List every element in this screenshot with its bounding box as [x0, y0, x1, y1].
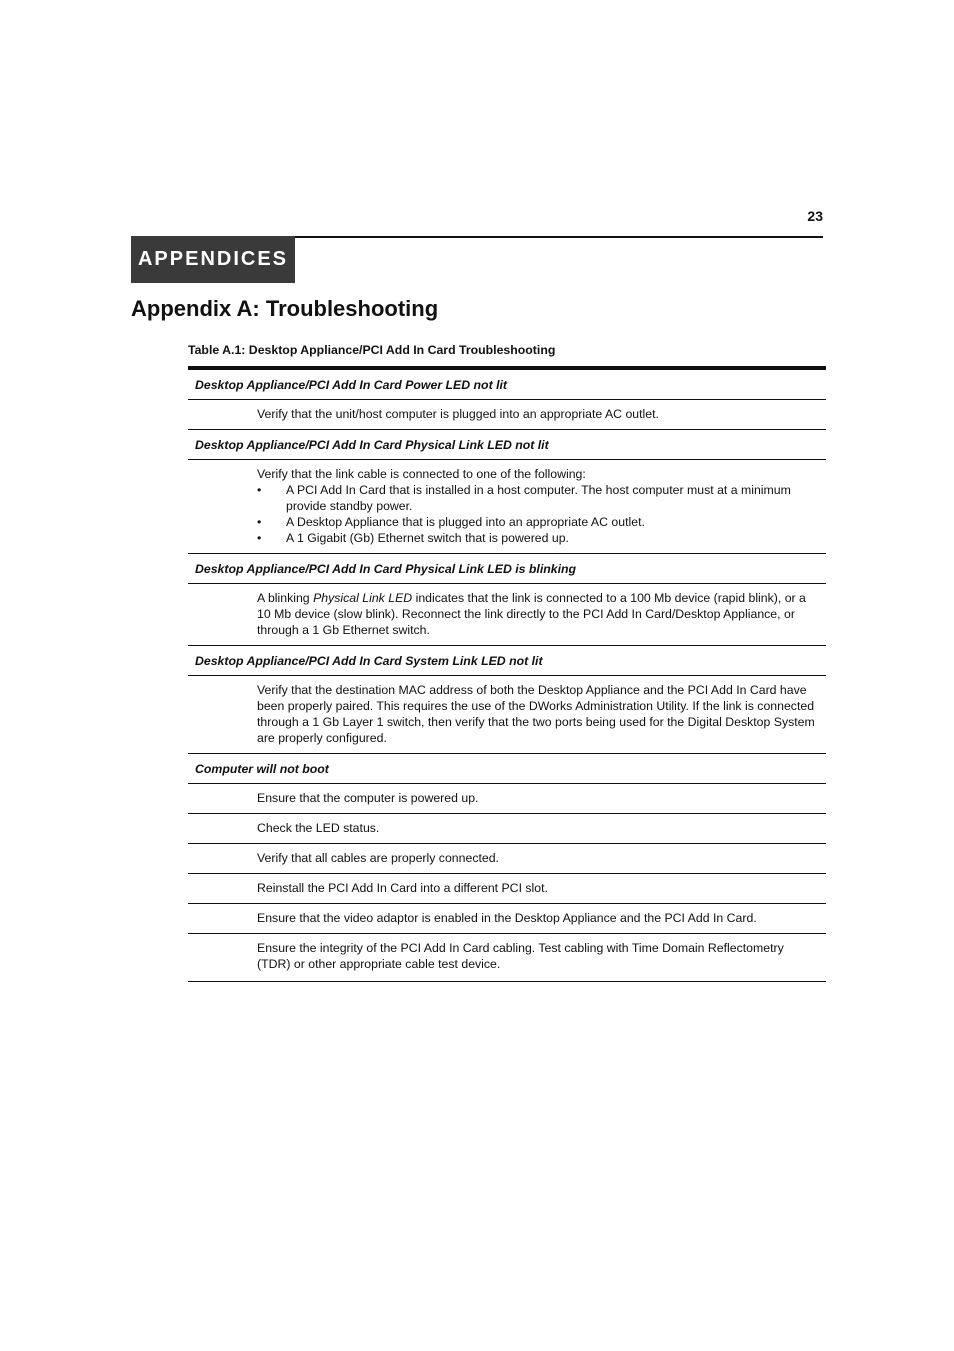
- bullet-text: A Desktop Appliance that is plugged into an appropriate AC outlet.: [286, 515, 645, 529]
- bullet-text: A 1 Gigabit (Gb) Ethernet switch that is powered up.: [286, 531, 569, 545]
- table-caption: Table A.1: Desktop Appliance/PCI Add In Card Troubleshooting: [188, 343, 556, 357]
- group-heading-physical-link-blinking: Desktop Appliance/PCI Add In Card Physical Link LED is blinking: [188, 554, 826, 584]
- group-heading-computer-will-not-boot: Computer will not boot: [188, 754, 826, 784]
- troubleshooting-table: [188, 366, 826, 982]
- row-text: A blinking: [257, 591, 314, 605]
- table-row: Ensure the integrity of the PCI Add In Card cabling. Test cabling with Time Domain Reflectometry (TDR) or other appropriate cable test device.: [257, 941, 784, 971]
- appendix-title: Appendix A: Troubleshooting: [131, 296, 439, 321]
- bullet-item: [257, 514, 818, 530]
- group-heading-system-link-not-lit: Desktop Appliance/PCI Add In Card System Link LED not lit: [188, 646, 826, 676]
- row-intro-text: Verify that the link cable is connected to one of the following:: [257, 467, 586, 481]
- bullet-item: [257, 530, 818, 546]
- table-row: Ensure that the computer is powered up.: [188, 784, 826, 814]
- table-row: [188, 584, 826, 646]
- group-heading-physical-link-not-lit: Desktop Appliance/PCI Add In Card Physical Link LED not lit: [188, 430, 826, 460]
- bullet-item: [257, 482, 818, 514]
- page-number: 23: [807, 208, 823, 224]
- bullet-dot-icon: •: [257, 483, 262, 497]
- bullet-list: [257, 482, 818, 546]
- table-row: Verify that all cables are properly connected.: [188, 844, 826, 874]
- table-row: Ensure that the video adaptor is enabled in the Desktop Appliance and the PCI Add In Card.: [188, 904, 826, 934]
- bullet-dot-icon: •: [257, 515, 262, 529]
- table-row: Verify that the unit/host computer is plugged into an appropriate AC outlet.: [188, 400, 826, 430]
- group-heading-power-led: Desktop Appliance/PCI Add In Card Power LED not lit: [188, 370, 826, 400]
- table-row: Reinstall the PCI Add In Card into a different PCI slot.: [188, 874, 826, 904]
- bullet-text: A PCI Add In Card that is installed in a host computer. The host computer must at a minimum provide standby power.: [286, 483, 791, 513]
- row-text-italic: Physical Link LED: [313, 591, 413, 605]
- bullet-dot-icon: •: [257, 531, 262, 545]
- table-row: Check the LED status.: [188, 814, 826, 844]
- section-tab: APPENDICES: [131, 236, 295, 283]
- table-row: [188, 460, 826, 554]
- table-row: Verify that the destination MAC address of both the Desktop Appliance and the PCI Add In Card have been properly paired. This requires the use of the DWorks Administration Utility. If the link is connected through a 1 Gb Layer 1 switch, then verify that the two ports being used for the Digital Desktop System are properly configured.: [188, 676, 826, 754]
- row-text: indicates that the link is connected to a 100 Mb device (rapid blink), or a 10 Mb device (slow blink). Reconnect the link directly to the PCI Add In Card/Desktop Appliance, or through a 1 Gb Ethernet switch.: [257, 591, 806, 637]
